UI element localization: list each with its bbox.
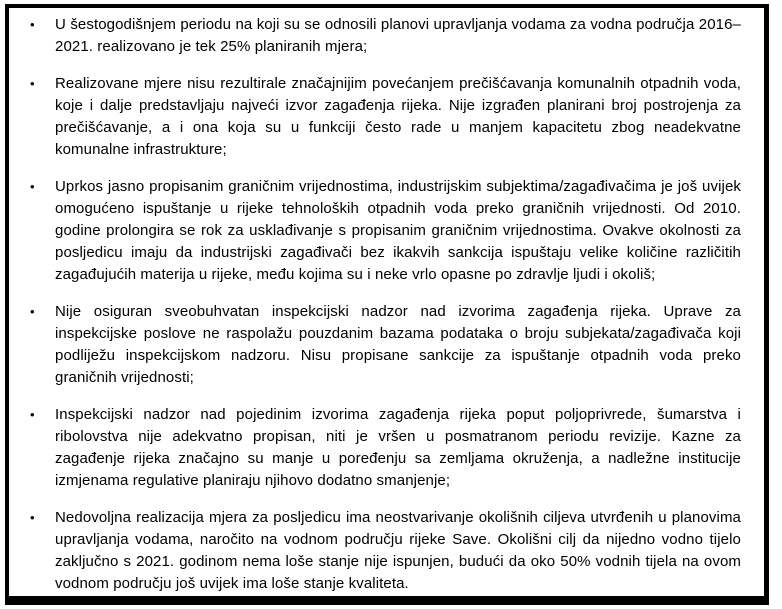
bullet-text: Inspekcijski nadzor nad pojedinim izvorima zagađenja rijeka poput poljoprivrede, šumarstva i ribolovstva nije adekvatno propisan, niti je vršen u posmatranom periodu revizije. Kazne za zagađenje rijeka značajno su manje u poređenju sa zemljama okruženja, a nadležne institucije izmjenama regulative planiraju njihovo dodatno smanjenje; [55, 406, 741, 489]
bullet-icon: • [30, 76, 35, 91]
bullet-icon: • [30, 304, 35, 319]
bullet-text: U šestogodišnjem periodu na koji su se odnosili planovi upravljanja vodama za vodna područja 2016–2021. realizovano je tek 25% planiranih mjera; [55, 16, 741, 55]
bullet-text: Realizovane mjere nisu rezultirale značajnijim povećanjem prečišćavanja komunalnih otpadnih voda, koje i dalje predstavljaju najveći izvor zagađenja rijeka. Nije izgrađen planirani broj postrojenja za prečišćavanje, a i ona koja su u funkciji često rade u manjem kapacitetu zbog neadekvatne komunalne infrastrukture; [55, 75, 741, 158]
bullet-icon: • [30, 510, 35, 525]
bullet-icon: • [30, 179, 35, 194]
bullet-icon: • [30, 407, 35, 422]
bullet-list [9, 8, 764, 595]
bullet-item [30, 507, 741, 595]
bullet-icon: • [30, 17, 35, 32]
bullet-item [30, 301, 741, 389]
document-frame [5, 4, 769, 605]
bullet-item [30, 73, 741, 161]
bullet-item [30, 14, 741, 58]
bullet-text: Nedovoljna realizacija mjera za posljedicu ima neostvarivanje okolišnih ciljeva utvrđenih u planovima upravljanja vodama, naročito na vodnom području rijeke Save. Okolišni cilj da nijedno vodno tijelo zaključno s 2021. godinom nema loše stanje nije ispunjen, budući da oko 50% vodnih tijela na ovom vodnom području još uvijek ima loše stanje kvaliteta. [55, 509, 741, 592]
bullet-item [30, 404, 741, 492]
bullet-text: Uprkos jasno propisanim graničnim vrijednostima, industrijskim subjektima/zagađivačima je još uvijek omogućeno ispuštanje u rijeke tehnoloških otpadnih voda preko graničnih vrijednosti. Od 2010. godine prolongira se rok za usklađivanje s propisanim graničnim vrijednostima. Ovakve okolnosti za posljedicu imaju da industrijski zagađivači bez ikakvih sankcija ispuštaju velike količine različitih zagađujućih materija u rijeke, među kojima su i neke vrlo opasne po zdravlje ljudi i okoliš; [55, 178, 741, 283]
bullet-text: Nije osiguran sveobuhvatan inspekcijski nadzor nad izvorima zagađenja rijeka. Uprave za inspekcijske poslove ne raspolažu pouzdanim bazama podataka o broju subjekata/zagađivača koji podliježu inspekcijskom nadzoru. Nisu propisane sankcije za ispuštanje otpadnih voda preko graničnih vrijednosti; [55, 303, 741, 386]
bullet-item [30, 176, 741, 286]
